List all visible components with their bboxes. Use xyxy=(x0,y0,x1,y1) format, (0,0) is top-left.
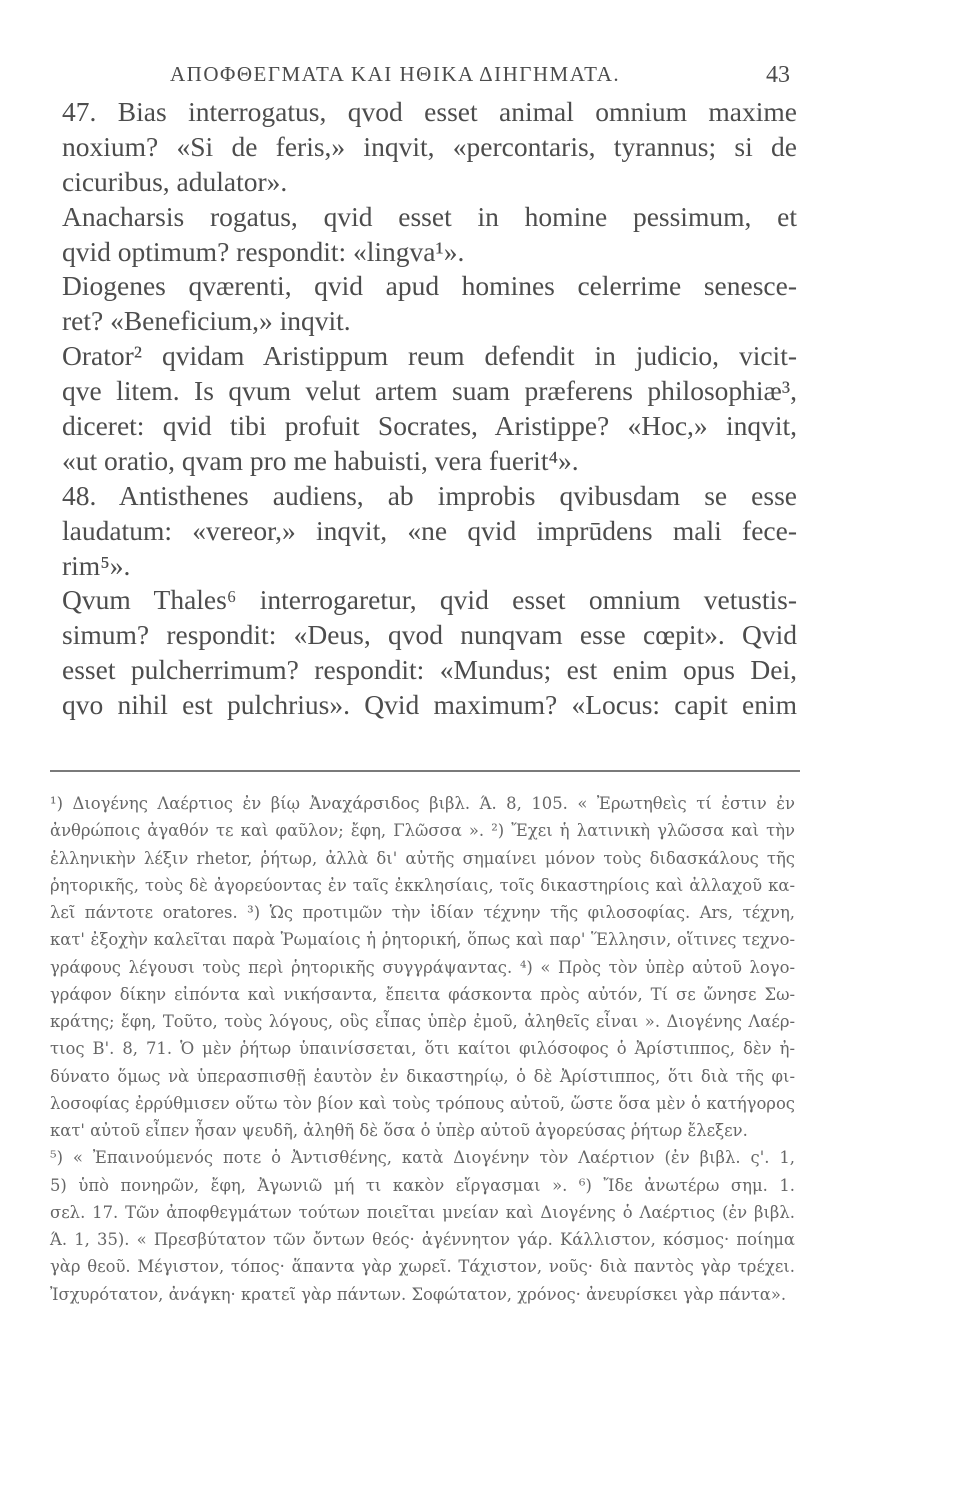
footnote-line: κατ' ἐξοχὴν καλεῖται παρὰ Ῥωμαίοις ἡ ῥητορική, ὅπως καὶ παρ' Ἕλλησιν, οἵτινες τεχνο- xyxy=(50,930,795,950)
text-line: qve litem. Is qvum velut artem suam præferens philosophiæ³, xyxy=(62,375,797,407)
text-line: qvid optimum? respondit: «lingva¹». xyxy=(62,235,465,267)
footnote-line: Ἰσχυρότατον, ἀνάγκη· κρατεῖ γὰρ πάντων. Σοφώτατον, χρόνος· ἀνευρίσκει γὰρ πάντα». xyxy=(50,1284,787,1304)
text-line: Qvum Thales⁶ interrogaretur, qvid esset omnium vetustis- xyxy=(62,584,797,616)
footnote-line: σελ. 17. Τῶν ἀποφθεγμάτων τούτων ποιεῖται μνείαν καὶ Διογένης ὁ Λαέρτιος (ἐν βιβλ. xyxy=(50,1202,795,1222)
text-line: Orator² qvidam Aristippum reum defendit in judicio, vicit- xyxy=(62,340,797,372)
text-line: Anacharsis rogatus, qvid esset in homine pessimum, et xyxy=(62,200,797,232)
footnote-line: τιος Β'. 8, 71. Ὁ μὲν ῥήτωρ ὑπαινίσσεται, ὅτι καίτοι φιλόσοφος ὁ Ἀρίστιππος, δὲν ἠ- xyxy=(50,1039,795,1059)
running-head-title: ΑΠΟΦΘΕΓΜΑΤΑ ΚΑΙ ΗΘΙΚΑ ΔΙΗΓΗΜΑΤΑ. xyxy=(170,62,621,86)
footnote-line: κατ' αὐτοῦ εἶπεν ἦσαν ψευδῆ, ἀληθῆ δὲ ὅσα ὁ ὑπὲρ αὐτοῦ ἀγορεύσας ῥήτωρ ἔλεξεν. xyxy=(50,1121,748,1140)
main-text xyxy=(62,95,797,723)
footnote-line: γὰρ θεοῦ. Μέγιστον, τόπος· ἅπαντα γὰρ χωρεῖ. Τάχιστον, νοῦς· διὰ παντὸς γὰρ τρέχει. xyxy=(50,1257,795,1277)
text-line: 47. Bias interrogatus, qvod esset animal omnium maxime xyxy=(62,96,797,127)
footnotes xyxy=(50,790,795,1308)
footnote-line: ἀνθρώποις ἀγαθόν τε καὶ φαῦλον; ἔφη, Γλῶσσα ». ²) Ἔχει ἡ λατινικὴ γλῶσσα καὶ τὴν xyxy=(50,821,795,841)
footnote-divider xyxy=(50,770,800,772)
footnote-line: λεῖ πάντοτε oratores. ³) Ὡς προτιμῶν τὴν ἰδίαν τέχνην τῆς φιλοσοφίας. Ars, τέχνη, xyxy=(50,903,795,922)
text-line: ret? «Beneficium,» inqvit. xyxy=(62,305,351,337)
running-head xyxy=(170,62,790,92)
footnote-line: ῥητορικῆς, τοὺς δὲ ἀγορεύοντας ἐν ταῖς ἐκκλησίαις, τοῖς δικαστηρίοις καὶ ἀλλαχοῦ κα- xyxy=(50,875,795,895)
footnote-line: λοσοφίας ἐρρύθμισεν οὕτω τὸν βίον καὶ τοὺς τρόπους αὐτοῦ, ὥστε ὅσα μὲν ὁ κατήγορος xyxy=(50,1093,795,1113)
footnote-line: γράφον δίκην εἰπόντα καὶ νικήσαντα, ἔπειτα φάσκοντα πρὸς αὐτόν, Τί σε ὤνησε Σω- xyxy=(50,984,795,1004)
text-line: qvo nihil est pulchrius». Qvid maximum? «Locus: capit enim xyxy=(62,689,797,721)
text-line: simum? respondit: «Deus, qvod nunqvam esse cœpit». Qvid xyxy=(62,619,797,651)
footnote-line: 5) ὑπὸ πονηρῶν, ἔφη, Ἀγωνιῶ μή τι κακὸν εἴργασμαι ». ⁶) Ἴδε ἀνωτέρω σημ. 1. xyxy=(50,1175,795,1195)
text-line: «ut oratio, qvam pro me habuisti, vera fuerit⁴». xyxy=(62,444,579,476)
text-line: Diogenes qværenti, qvid apud homines celerrime senesce- xyxy=(62,270,797,302)
footnote-line: δύνατο ὅμως νὰ ὑπερασπισθῇ ἑαυτὸν ἐν δικαστηρίῳ, ὁ δὲ Ἀρίστιππος, ὅτι διὰ τῆς φι- xyxy=(50,1066,795,1086)
text-line: cicuribus, adulator». xyxy=(62,165,288,197)
text-line: noxium? «Si de feris,» inqvit, «percontaris, tyrannus; si de xyxy=(62,130,797,162)
footnote-line: ἑλληνικὴν λέξιν rhetor, ῥήτωρ, ἀλλὰ δι' αὐτῆς σημαίνει μόνον τοὺς διδασκάλους τῆς xyxy=(50,848,795,868)
footnote-line: κράτης; ἔφη, Τοῦτο, τοὺς λόγους, οὓς εἶπας ὑπὲρ ἐμοῦ, ἀληθεῖς εἶναι ». Διογένης Λαέρ- xyxy=(50,1012,795,1031)
text-line: esset pulcherrimum? respondit: «Mundus; est enim opus Dei, xyxy=(62,654,797,686)
page-number: 43 xyxy=(766,62,790,88)
text-line: diceret: qvid tibi profuit Socrates, Aristippe? «Hoc,» inqvit, xyxy=(62,410,797,442)
footnote-line: Ά. 1, 35). « Πρεσβύτατον τῶν ὄντων θεός· ἀγέννητον γάρ. Κάλλιστον, κόσμος· ποίημα xyxy=(50,1230,795,1249)
text-line: laudatum: «vereor,» inqvit, «ne qvid imprūdens mali fece- xyxy=(62,514,797,546)
footnote-line: ⁵) « Ἐπαινούμενός ποτε ὁ Ἀντισθένης, κατὰ Διογένην τὸν Λαέρτιον (ἐν βιβλ. ς'. 1, xyxy=(50,1148,795,1168)
footnote-line: ¹) Διογένης Λαέρτιος ἐν βίῳ Ἀναχάρσιδος βιβλ. Ά. 8, 105. « Ἐρωτηθεὶς τί ἐστιν ἐν xyxy=(50,794,795,813)
text-line: 48. Antisthenes audiens, ab improbis qvibusdam se esse xyxy=(62,479,797,511)
text-line: rim⁵». xyxy=(62,549,131,581)
footnote-line: γράφους λέγουσι τοὺς περὶ ῥητορικῆς συγγράψαντας. ⁴) « Πρὸς τὸν ὑπὲρ αὐτοῦ λογο- xyxy=(50,957,795,977)
